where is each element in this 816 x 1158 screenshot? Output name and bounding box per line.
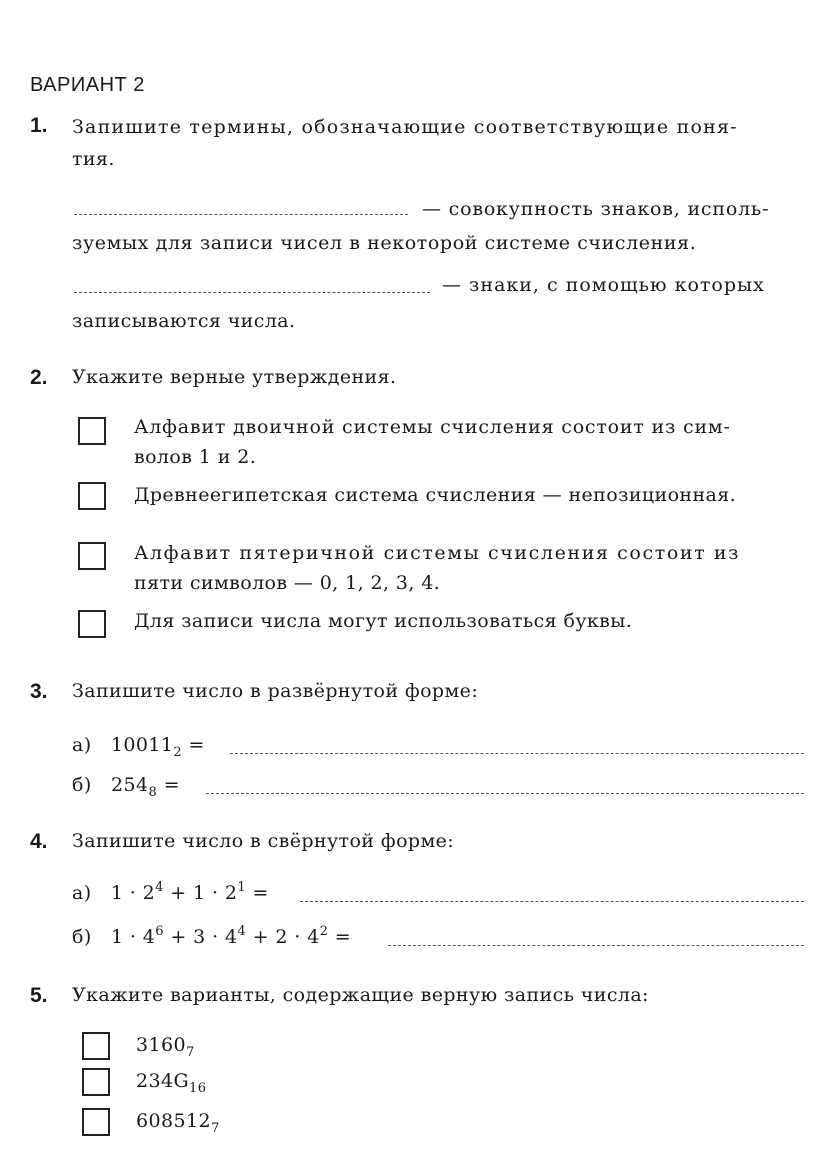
q2-option-2-line1: Древнеегипетская система счисления — непозиционная. [134,484,737,506]
question-2-number: 2. [30,366,48,389]
q3-a-number: 10011 [110,734,174,756]
checkbox-q2-option-3[interactable] [78,542,106,570]
q5-option-2-base: 16 [189,1081,207,1096]
question-4-text: Запишите число в свёрнутой форме: [72,830,455,852]
q3-a-equals: = [188,734,205,756]
definition-1-line2: зуемых для записи чисел в некоторой системе счисления. [72,232,697,254]
q5-option-3 [136,1110,220,1136]
q5-option-1-base: 7 [185,1045,195,1060]
q2-option-3-line2: пяти символов — 0, 1, 2, 3, 4. [134,572,441,594]
definition-2-line1: — знаки, с помощью которых [442,274,765,296]
q4-b-label: б) [72,926,92,948]
q2-option-1-line1: Алфавит двоичной системы счисления состоит из сим- [134,416,731,438]
q4-a-label: а) [72,882,92,904]
q5-option-1-number: 3160 [136,1034,186,1056]
q3-a-label: а) [72,734,92,756]
checkbox-q5-option-2[interactable] [82,1068,110,1096]
checkbox-q2-option-4[interactable] [78,610,106,638]
q5-option-3-base: 7 [210,1121,220,1136]
q5-option-2-number: 234G [136,1070,190,1092]
q3-a-base: 2 [173,745,182,760]
question-1-number: 1. [30,114,48,137]
q4-b-expression: б) $1 \cdot 4^6 + 3 \cdot 4^4 + 2 \cdot 4^2$ = [72,924,352,948]
question-3-number: 3. [30,680,48,703]
question-3-text: Запишите число в развёрнутой форме: [72,680,479,702]
q5-option-1 [136,1034,195,1060]
q5-option-2 [136,1070,207,1096]
q3-b-number: 254 [110,774,149,796]
answer-line-q4-b[interactable] [388,945,804,946]
question-1-text-line1: Запишите термины, обозначающие соответствующие поня- [72,116,738,138]
q3-b-expression [72,774,180,800]
definition-2-line2: записываются числа. [72,310,296,332]
question-5-text: Укажите варианты, содержащие верную запись числа: [72,984,649,1006]
answer-line-q3-b[interactable] [206,793,804,794]
q2-option-3-line1: Алфавит пятеричной системы счисления состоит из [134,542,741,564]
checkbox-q2-option-2[interactable] [78,482,106,510]
answer-line-q4-a[interactable] [300,901,804,902]
q3-b-equals: = [163,774,180,796]
checkbox-q2-option-1[interactable] [78,417,106,445]
answer-line-term-1[interactable] [74,214,408,215]
answer-line-q3-a[interactable] [230,753,804,754]
q3-a-expression [72,734,205,760]
q2-option-4-line1: Для записи числа могут использоваться буквы. [134,610,633,632]
question-2-text: Укажите верные утверждения. [72,366,397,388]
q2-option-1-line2: волов 1 и 2. [134,446,257,468]
checkbox-q5-option-1[interactable] [82,1032,110,1060]
q3-b-label: б) [72,774,92,796]
question-1-text-line2: тия. [72,148,115,170]
answer-line-term-2[interactable] [74,292,430,293]
q3-b-base: 8 [148,785,158,800]
definition-1-line1: — совокупность знаков, исполь- [422,198,770,220]
q5-option-3-number: 608512 [136,1110,211,1132]
variant-title: ВАРИАНТ 2 [30,74,145,96]
checkbox-q5-option-3[interactable] [82,1108,110,1136]
question-4-number: 4. [30,830,48,853]
question-5-number: 5. [30,984,48,1007]
q4-a-expression: а) $1 \cdot 2^4 + 1 \cdot 2^1$ = [72,880,269,904]
